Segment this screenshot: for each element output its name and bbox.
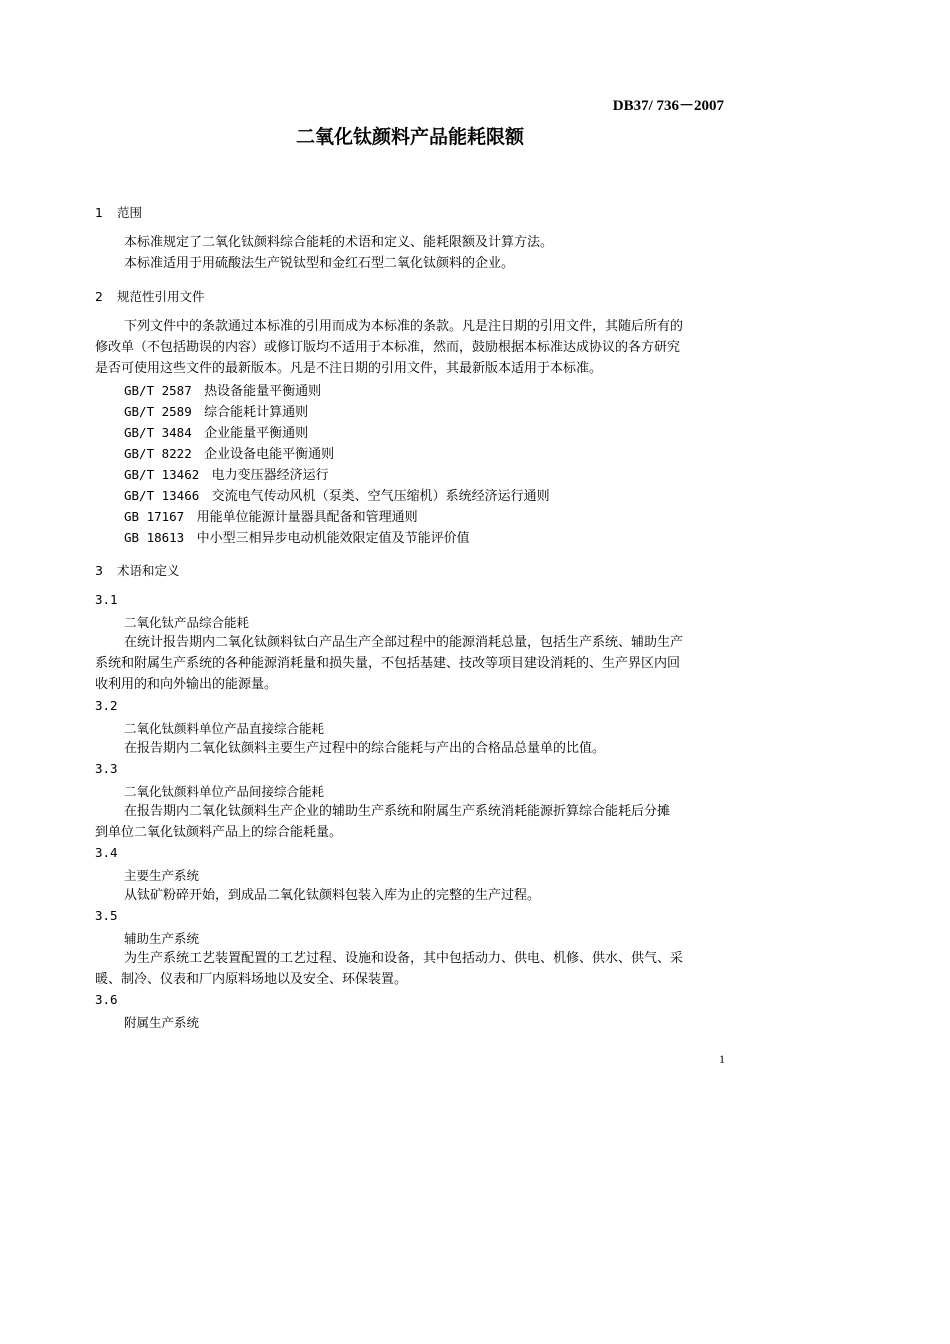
term-definition-line: 暖、制冷、仪表和厂内原料场地以及安全、环保装置。 <box>95 972 408 987</box>
section-heading-3 <box>95 561 180 579</box>
section-heading-2 <box>95 287 205 305</box>
reference-name: 中小型三相异步电动机能效限定值及节能评价值 <box>196 531 470 546</box>
section-number: 2 <box>95 289 103 304</box>
reference-name: 用能单位能源计量器具配备和管理通则 <box>196 510 418 525</box>
term-number: 3.4 <box>95 845 118 860</box>
reference-name: 电力变压器经济运行 <box>211 468 329 483</box>
reference-item <box>124 401 308 420</box>
normative-line-2: 修改单（不包括勘误的内容）或修订版均不适用于本标准，然而，鼓励根据本标准达成协议的各方研究 <box>95 340 681 355</box>
term-name: 附属生产系统 <box>124 1015 200 1030</box>
normative-line-1: 下列文件中的条款通过本标准的引用而成为本标准的条款。凡是注日期的引用文件，其随后所有的 <box>124 319 684 334</box>
reference-item <box>124 506 418 525</box>
term-name: 二氧化钛产品综合能耗 <box>124 615 250 630</box>
reference-item <box>124 422 308 441</box>
reference-name: 综合能耗计算通则 <box>204 405 309 420</box>
term-name: 二氧化钛颜料单位产品直接综合能耗 <box>124 721 325 736</box>
term-number: 3.5 <box>95 908 118 923</box>
normative-line-3: 是否可使用这些文件的最新版本。凡是不注日期的引用文件，其最新版本适用于本标准。 <box>95 361 603 376</box>
term-name: 辅助生产系统 <box>124 931 200 946</box>
reference-name: 热设备能量平衡通则 <box>204 384 322 399</box>
term-number: 3.6 <box>95 992 118 1007</box>
page-number: 1 <box>719 1052 725 1066</box>
document-title: 二氧化钛颜料产品能耗限额 <box>295 126 524 148</box>
reference-code: GB/T 3484 <box>124 425 192 440</box>
section-heading-1 <box>95 203 142 221</box>
reference-name: 企业能量平衡通则 <box>204 426 309 441</box>
reference-item <box>124 464 329 483</box>
term-number: 3.2 <box>95 698 118 713</box>
reference-code: GB/T 8222 <box>124 446 192 461</box>
section-title: 术语和定义 <box>117 563 180 578</box>
scope-paragraph-2: 本标准适用于用硫酸法生产锐钛型和金红石型二氧化钛颜料的企业。 <box>124 256 515 271</box>
term-definition-line: 在统计报告期内二氧化钛颜料钛白产品生产全部过程中的能源消耗总量，包括生产系统、辅助生产 <box>124 635 684 650</box>
reference-code: GB/T 2589 <box>124 404 192 419</box>
term-definition-line: 收利用的和向外输出的能源量。 <box>95 677 278 692</box>
term-number: 3.3 <box>95 761 118 776</box>
standard-number: DB37/ 736－2007 <box>612 98 724 114</box>
term-definition-line: 在报告期内二氧化钛颜料主要生产过程中的综合能耗与产出的合格品总量单的比值。 <box>124 741 606 756</box>
reference-name: 交流电气传动风机（泵类、空气压缩机）系统经济运行通则 <box>211 489 550 504</box>
section-title: 范围 <box>117 205 143 220</box>
term-definition-line: 为生产系统工艺装置配置的工艺过程、设施和设备，其中包括动力、供电、机修、供水、供气、采 <box>124 951 684 966</box>
reference-code: GB/T 2587 <box>124 383 192 398</box>
term-definition-line: 从钛矿粉碎开始，到成品二氧化钛颜料包装入库为止的完整的生产过程。 <box>124 888 541 903</box>
term-name: 二氧化钛颜料单位产品间接综合能耗 <box>124 784 325 799</box>
reference-item <box>124 527 470 546</box>
term-definition-line: 到单位二氧化钛颜料产品上的综合能耗量。 <box>95 825 343 840</box>
reference-item <box>124 485 550 504</box>
reference-code: GB/T 13466 <box>124 488 200 503</box>
term-number: 3.1 <box>95 592 118 607</box>
term-definition-line: 在报告期内二氧化钛颜料生产企业的辅助生产系统和附属生产系统消耗能源折算综合能耗后分摊 <box>124 804 671 819</box>
section-number: 3 <box>95 563 103 578</box>
reference-code: GB 18613 <box>124 530 185 545</box>
reference-code: GB 17167 <box>124 509 185 524</box>
scope-paragraph-1: 本标准规定了二氧化钛颜料综合能耗的术语和定义、能耗限额及计算方法。 <box>124 235 554 250</box>
term-name: 主要生产系统 <box>124 868 200 883</box>
reference-item <box>124 380 321 399</box>
section-number: 1 <box>95 205 103 220</box>
reference-item <box>124 443 334 462</box>
section-title: 规范性引用文件 <box>117 289 205 304</box>
reference-code: GB/T 13462 <box>124 467 200 482</box>
reference-name: 企业设备电能平衡通则 <box>204 447 335 462</box>
term-definition-line: 系统和附属生产系统的各种能源消耗量和损失量，不包括基建、技改等项目建设消耗的、生产界区内回 <box>95 656 681 671</box>
